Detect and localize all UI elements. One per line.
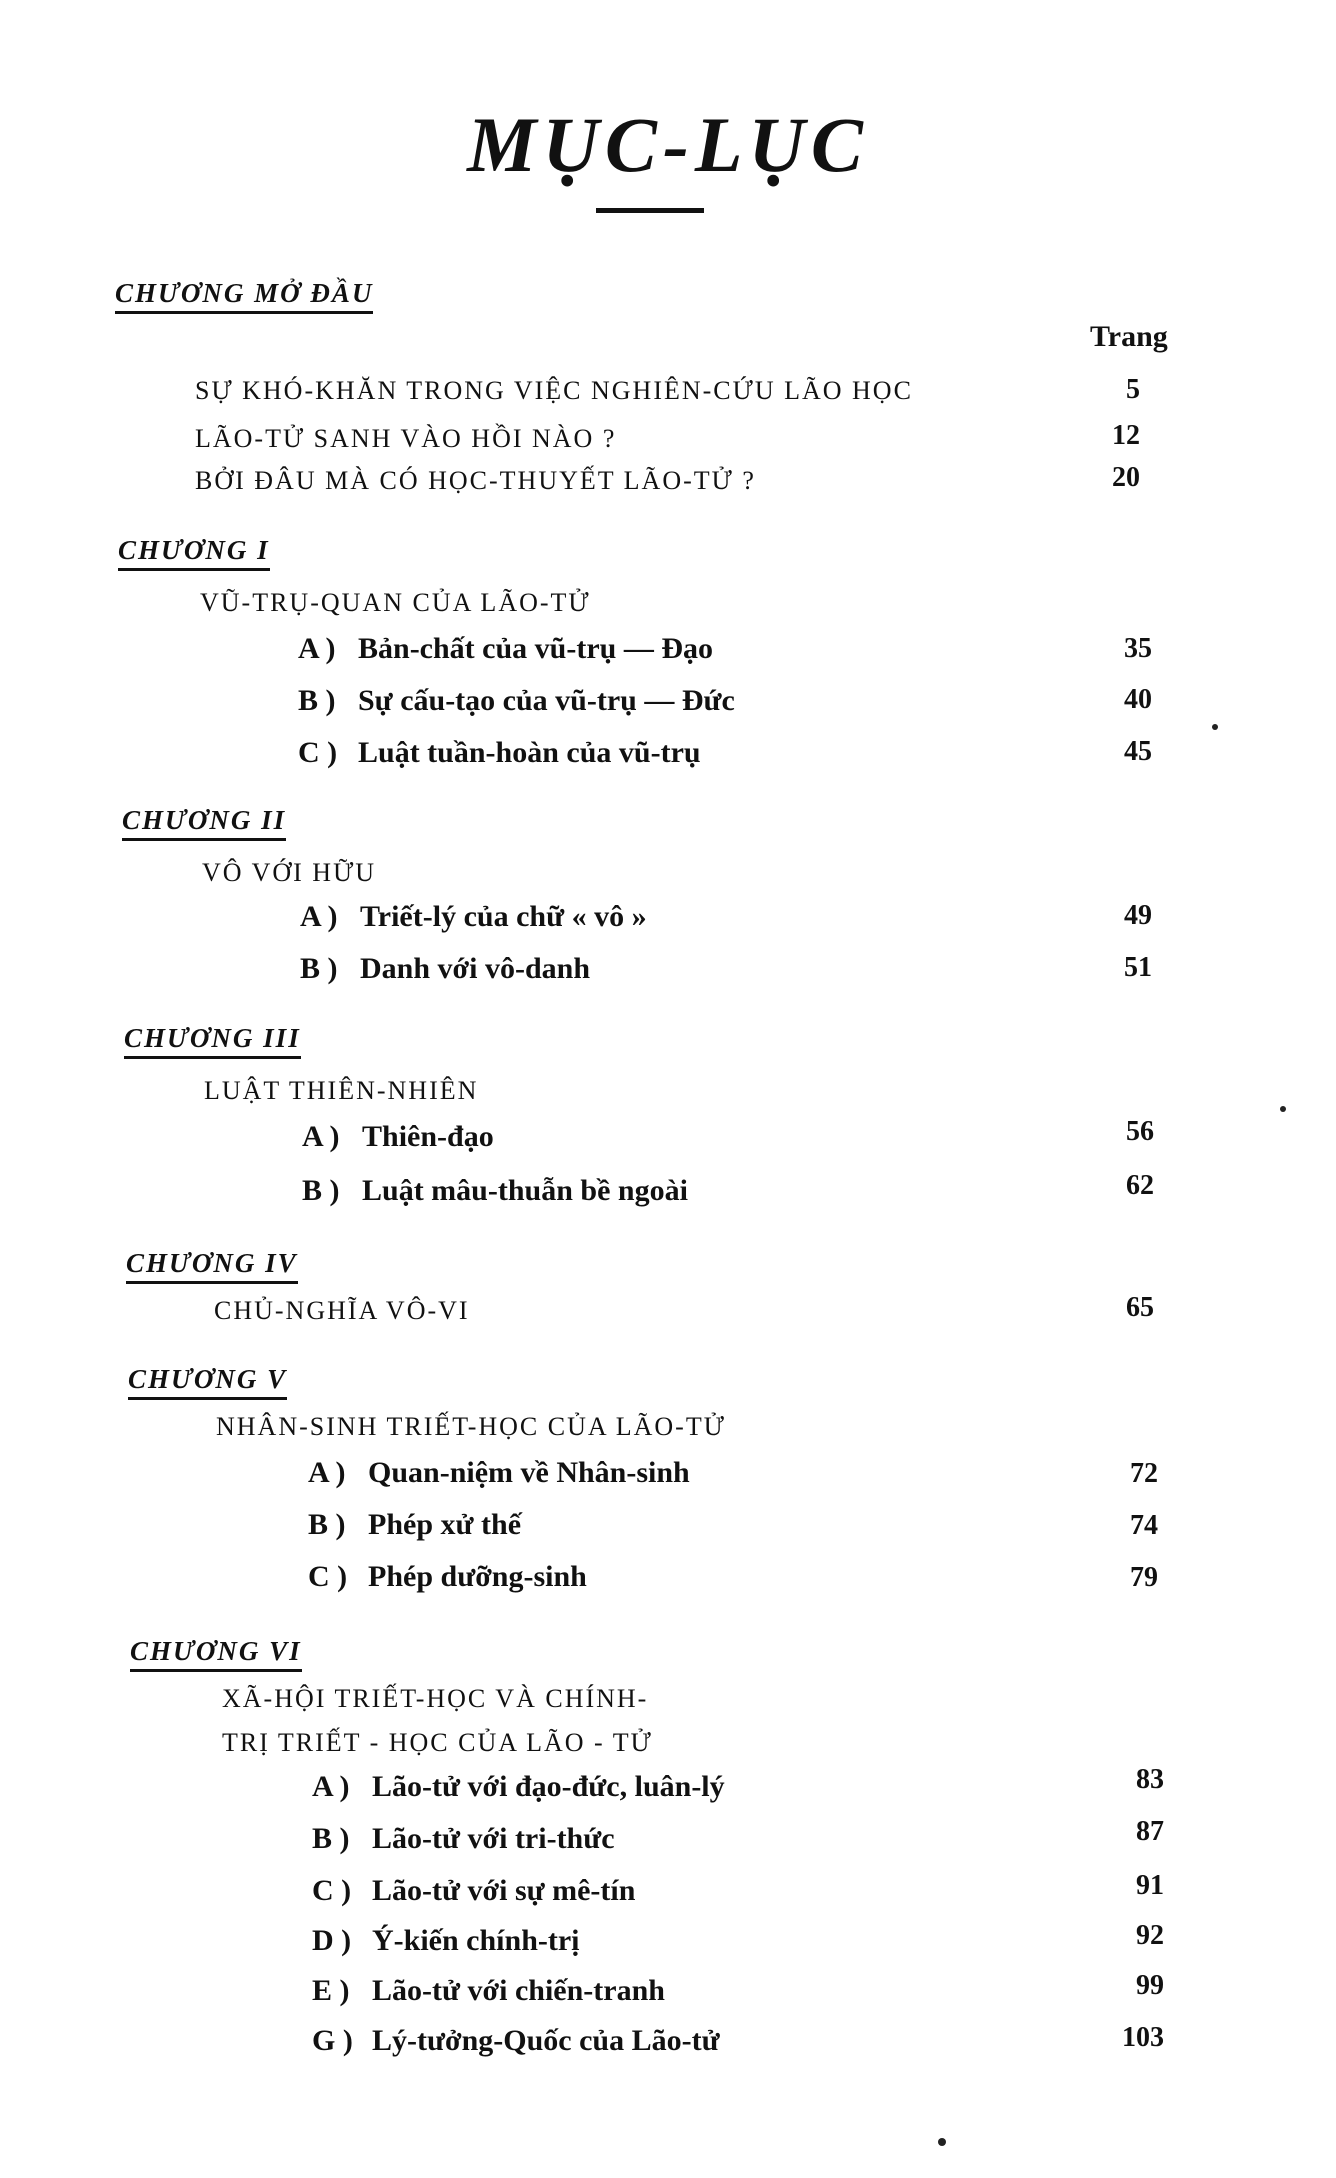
chapter-heading: CHƯƠNG V xyxy=(128,1364,287,1400)
chapter-heading: CHƯƠNG I xyxy=(118,535,270,571)
chapter-heading: CHƯƠNG IV xyxy=(126,1248,298,1284)
page-number: 74 xyxy=(1130,1510,1158,1541)
chapter-title: VÔ VỚI HỮU xyxy=(202,858,377,887)
page-number: 87 xyxy=(1136,1816,1164,1847)
item-text: Phép dưỡng-sinh xyxy=(368,1560,587,1593)
item-letter: A ) xyxy=(298,632,336,665)
item-text: Lão-tử với đạo-đức, luân-lý xyxy=(372,1770,725,1803)
item-letter: G ) xyxy=(312,2024,353,2057)
chapter-title: NHÂN-SINH TRIẾT-HỌC CỦA LÃO-TỬ xyxy=(216,1412,726,1441)
page-number: 65 xyxy=(1126,1292,1154,1323)
item-text: Phép xử thế xyxy=(368,1508,522,1541)
toc-item xyxy=(308,1456,690,1490)
page-number: 56 xyxy=(1126,1116,1154,1147)
page-number: 92 xyxy=(1136,1920,1164,1951)
item-letter: B ) xyxy=(302,1174,340,1207)
item-letter: D ) xyxy=(312,1924,352,1957)
toc-item xyxy=(312,1822,615,1856)
toc-entry: SỰ KHÓ-KHĂN TRONG VIỆC NGHIÊN-CỨU LÃO HỌC xyxy=(195,376,913,405)
toc-item xyxy=(300,900,647,934)
toc-entry: LÃO-TỬ SANH VÀO HỒI NÀO ? xyxy=(195,424,617,453)
scan-speck xyxy=(1212,724,1218,730)
item-letter: A ) xyxy=(308,1456,346,1489)
page-number: 72 xyxy=(1130,1458,1158,1489)
chapter-heading: CHƯƠNG VI xyxy=(130,1636,302,1672)
page-number: 5 xyxy=(1126,374,1140,405)
toc-item xyxy=(312,1974,665,2008)
toc-item xyxy=(312,1874,635,1908)
title-underline xyxy=(596,208,704,213)
toc-item xyxy=(308,1560,587,1594)
toc-item xyxy=(298,684,735,718)
item-text: Triết-lý của chữ « vô » xyxy=(360,900,647,933)
item-text: Danh với vô-danh xyxy=(360,952,591,985)
item-text: Sự cấu-tạo của vũ-trụ — Đức xyxy=(358,684,735,717)
item-letter: B ) xyxy=(312,1822,350,1855)
toc-item xyxy=(302,1174,688,1208)
item-letter: C ) xyxy=(308,1560,348,1593)
item-text: Bản-chất của vũ-trụ — Đạo xyxy=(358,632,714,665)
chapter-title: CHỦ-NGHĨA VÔ-VI xyxy=(214,1296,470,1325)
item-letter: C ) xyxy=(312,1874,352,1907)
item-letter: B ) xyxy=(300,952,338,985)
item-letter: C ) xyxy=(298,736,338,769)
toc-item xyxy=(308,1508,521,1542)
item-text: Quan-niệm về Nhân-sinh xyxy=(368,1456,690,1489)
toc-item xyxy=(312,1770,725,1804)
item-letter: B ) xyxy=(308,1508,346,1541)
page-number: 99 xyxy=(1136,1970,1164,2001)
page-number: 51 xyxy=(1124,952,1152,983)
chapter-title-line: XÃ-HỘI TRIẾT-HỌC VÀ CHÍNH- xyxy=(222,1684,649,1713)
chapter-title: VŨ-TRỤ-QUAN CỦA LÃO-TỬ xyxy=(200,588,591,617)
item-letter: E ) xyxy=(312,1974,350,2007)
item-text: Lão-tử với sự mê-tín xyxy=(372,1874,636,1907)
page-number: 83 xyxy=(1136,1764,1164,1795)
toc-item xyxy=(302,1120,494,1154)
scan-speck xyxy=(1280,1106,1286,1112)
page-number: 91 xyxy=(1136,1870,1164,1901)
toc-item xyxy=(298,632,713,666)
item-letter: A ) xyxy=(302,1120,340,1153)
toc-item xyxy=(312,1924,580,1958)
page-number: 79 xyxy=(1130,1562,1158,1593)
chapter-title-line: TRỊ TRIẾT - HỌC CỦA LÃO - TỬ xyxy=(222,1728,653,1757)
page-title: MỤC-LỤC xyxy=(467,101,869,188)
chapter-heading: CHƯƠNG MỞ ĐẦU xyxy=(115,278,373,314)
page-number: 20 xyxy=(1112,462,1140,493)
item-text: Ý-kiến chính-trị xyxy=(372,1924,580,1957)
item-text: Luật tuần-hoàn của vũ-trụ xyxy=(358,736,701,769)
item-text: Luật mâu-thuẫn bề ngoài xyxy=(362,1174,688,1207)
scan-speck xyxy=(938,2138,946,2146)
toc-item xyxy=(300,952,590,986)
page-column-label: Trang xyxy=(1090,320,1168,353)
chapter-title: LUẬT THIÊN-NHIÊN xyxy=(204,1076,479,1105)
page-number: 12 xyxy=(1112,420,1140,451)
toc-item xyxy=(312,2024,720,2058)
toc-entry: BỞI ĐÂU MÀ CÓ HỌC-THUYẾT LÃO-TỬ ? xyxy=(195,466,756,495)
item-letter: A ) xyxy=(300,900,338,933)
item-text: Lý-tưởng-Quốc của Lão-tử xyxy=(372,2024,720,2057)
toc-item xyxy=(298,736,701,770)
item-letter: B ) xyxy=(298,684,336,717)
page-number: 103 xyxy=(1122,2022,1164,2053)
page-number: 35 xyxy=(1124,633,1152,664)
page-number: 62 xyxy=(1126,1170,1154,1201)
page-number: 40 xyxy=(1124,684,1152,715)
item-text: Thiên-đạo xyxy=(362,1120,494,1153)
item-letter: A ) xyxy=(312,1770,350,1803)
item-text: Lão-tử với chiến-tranh xyxy=(372,1974,665,2007)
page-number: 49 xyxy=(1124,900,1152,931)
chapter-heading: CHƯƠNG II xyxy=(122,805,286,841)
page-number: 45 xyxy=(1124,736,1152,767)
chapter-heading: CHƯƠNG III xyxy=(124,1023,301,1059)
item-text: Lão-tử với tri-thức xyxy=(372,1822,615,1855)
